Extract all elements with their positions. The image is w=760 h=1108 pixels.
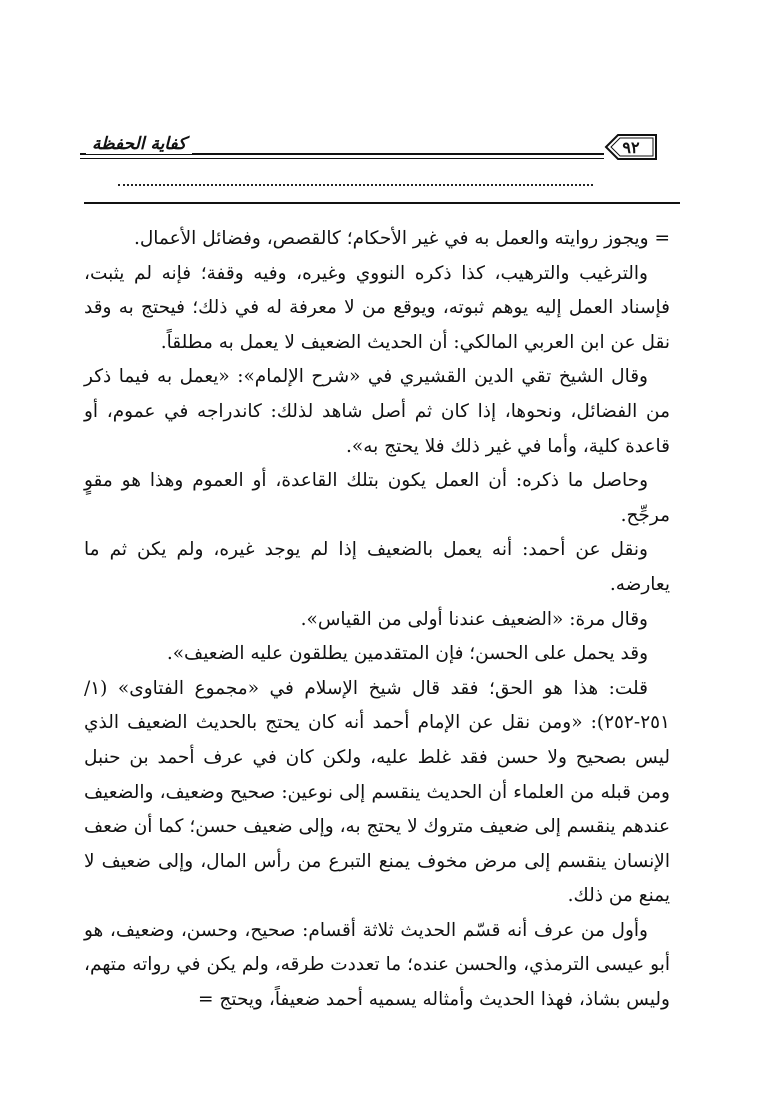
page-body: [84, 222, 670, 1018]
paragraph: وقال الشيخ تقي الدين القشيري في «شرح الإلمام»: «يعمل به فيما ذكر من الفضائل، ونحوها، إذا كان ثم أصل شاهد لذلك: كاندراجه في عموم، أو قاعدة كلية، وأما في غير ذلك فلا يحتج به».: [84, 366, 670, 457]
paragraph: ونقل عن أحمد: أنه يعمل بالضعيف إذا لم يوجد غيره، ولم يكن ثم ما يعارضه.: [84, 539, 670, 595]
paragraph: وحاصل ما ذكره: أن العمل يكون بتلك القاعدة، أو العموم وهذا هو مقوٍ مرجِّح.: [84, 470, 670, 526]
page-number: ٩٢: [622, 137, 640, 157]
dotted-separator: [118, 170, 593, 186]
paragraph: قلت: هذا هو الحق؛ فقد قال شيخ الإسلام في «مجموع الفتاوى» (١/ ٢٥١-٢٥٢): «ومن نقل عن الإمام أحمد أنه كان يحتج بالحديث الضعيف الذي ليس بصحيح ولا حسن فقد غلط عليه، ولكن كان في عرف أحمد بن حنبل ومن قبله من العلماء أن الحديث ينقسم إلى نوعين: صحيح وضعيف، والضعيف عندهم ينقسم إلى ضعيف متروك لا يحتج به، وإلى ضعيف حسن؛ كما أن ضعف الإنسان ينقسم إلى مرض مخوف يمنع التبرع من رأس المال، وإلى ضعيف لا يمنع من ذلك.: [84, 677, 670, 907]
page-number-badge: [602, 132, 660, 162]
separator-rule: [84, 202, 680, 204]
paragraph: وأول من عرف أنه قسّم الحديث ثلاثة أقسام: صحيح، وحسن، وضعيف، هو أبو عيسى الترمذي، والحسن عنده؛ ما تعددت طرقه، ولم يكن في رواته متهم، وليس بشاذ، فهذا الحديث وأمثاله يسميه أحمد ضعيفاً، ويحتج =: [84, 919, 670, 1011]
header-rule-thin: [80, 158, 604, 159]
paragraph: وقد يحمل على الحسن؛ فإن المتقدمين يطلقون عليه الضعيف».: [166, 643, 648, 665]
paragraph: والترغيب والترهيب، كذا ذكره النووي وغيره، وفيه وقفة؛ فإنه لم يثبت، فإسناد العمل إليه يوهم ثبوته، ويوقع من لا معرفة له في ذلك؛ فيحتج به وقد نقل عن ابن العربي المالكي: أن الحديث الضعيف لا يعمل به مطلقاً.: [84, 262, 670, 353]
page-header: [80, 128, 670, 172]
paragraph: = ويجوز روايته والعمل به في غير الأحكام؛ كالقصص، وفضائل الأعمال.: [133, 228, 670, 249]
book-title: كفاية الحفظة: [86, 134, 192, 154]
paragraph: وقال مرة: «الضعيف عندنا أولى من القياس».: [300, 608, 648, 630]
